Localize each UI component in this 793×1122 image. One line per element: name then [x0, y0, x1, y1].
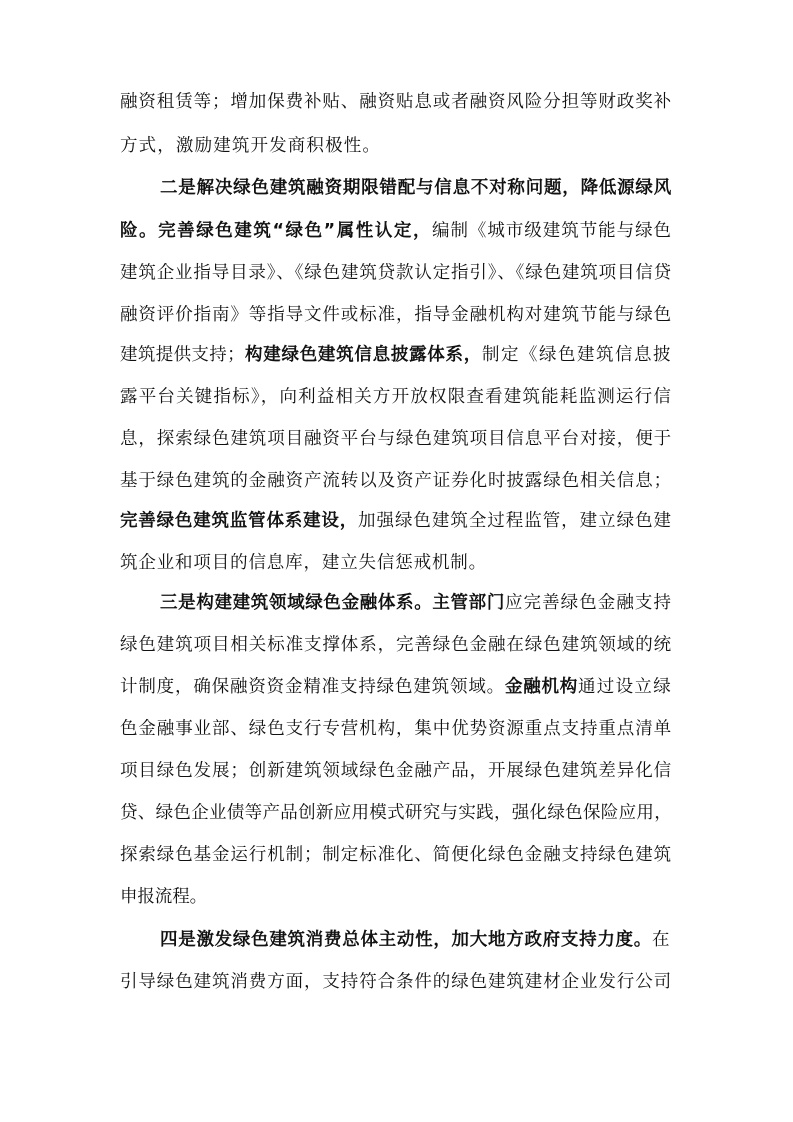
body-text-run: 息，探索绿色建筑项目融资平台与绿色建筑项目信息平台对接，便于	[120, 429, 672, 449]
body-text-run: 计制度，确保融资资金精准支持绿色建筑领域。	[120, 677, 505, 697]
body-text-run: 编制《城市级建筑节能与绿色	[432, 221, 673, 241]
body-text-run: 应完善绿色金融支持	[505, 593, 673, 613]
text-line	[0, 925, 793, 955]
text-line	[0, 87, 793, 117]
body-text-run: 在	[652, 930, 670, 950]
text-line	[0, 466, 793, 496]
body-text-run: 筑企业和项目的信息库，建立失信惩戒机制。	[120, 553, 487, 573]
emphasis-text: 构建绿色建筑信息披露体系，	[245, 345, 483, 365]
text-line	[0, 216, 793, 246]
text-line	[0, 548, 793, 578]
text-line	[0, 756, 793, 786]
body-text-run: 加强绿色建筑全过程监管，建立绿色建	[358, 511, 673, 531]
emphasis-text: 金融机构	[505, 677, 578, 697]
emphasis-text: 险。完善绿色建筑“绿色”属性认定，	[120, 221, 433, 241]
text-line	[0, 258, 793, 288]
body-text-run: 探索绿色基金运行机制；制定标准化、简便化绿色金融支持绿色建筑	[120, 845, 672, 865]
text-line	[0, 424, 793, 454]
text-line	[0, 506, 793, 536]
body-text-run: 通过设立绿	[578, 677, 672, 697]
text-line	[0, 714, 793, 744]
text-line	[0, 882, 793, 912]
text-line	[0, 131, 793, 161]
text-line	[0, 798, 793, 828]
text-line	[0, 630, 793, 660]
emphasis-text: 三是构建建筑领域绿色金融体系。主管部门	[160, 593, 506, 613]
body-text-run: 露平台关键指标》，向利益相关方开放权限查看建筑能耗监测运行信	[120, 387, 673, 407]
body-text-run: 基于绿色建筑的金融资产流转以及资产证券化时披露绿色相关信息；	[120, 471, 672, 491]
emphasis-text: 四是激发绿色建筑消费总体主动性，加大地方政府支持力度。	[160, 930, 652, 950]
body-text-run: 融资评价指南》等指导文件或标准，指导金融机构对建筑节能与绿色	[120, 305, 672, 325]
body-text-run: 引导绿色建筑消费方面，支持符合条件的绿色建筑建材企业发行公司	[120, 972, 672, 992]
text-line	[0, 967, 793, 997]
body-text-run: 项目绿色发展；创新建筑领域绿色金融产品，开展绿色建筑差异化信	[120, 761, 672, 781]
body-text-run: 建筑提供支持；	[120, 345, 245, 365]
text-line	[0, 300, 793, 330]
body-text-run: 色金融事业部、绿色支行专营机构，集中优势资源重点支持重点清单	[120, 719, 672, 739]
text-line	[0, 588, 793, 618]
body-text-run: 建筑企业指导目录》、《绿色建筑贷款认定指引》、《绿色建筑项目信贷	[120, 263, 673, 283]
body-text-run: 申报流程。	[120, 887, 207, 907]
text-line	[0, 173, 793, 203]
emphasis-text: 完善绿色建筑监管体系建设，	[120, 511, 359, 531]
emphasis-text: 二是解决绿色建筑融资期限错配与信息不对称问题，降低源绿风	[160, 178, 673, 198]
text-line	[0, 672, 793, 702]
text-line	[0, 340, 793, 370]
body-text-run: 制定《绿色建筑信息披	[482, 345, 672, 365]
body-text-run: 绿色建筑项目相关标准支撑体系，完善绿色金融在绿色建筑领域的统	[120, 635, 672, 655]
text-line	[0, 840, 793, 870]
body-text-run: 贷、绿色企业债等产品创新应用模式研究与实践，强化绿色保险应用，	[120, 803, 673, 823]
text-line	[0, 382, 793, 412]
body-text-run: 融资租赁等；增加保费补贴、融资贴息或者融资风险分担等财政奖补	[120, 92, 672, 112]
body-text-run: 方式，激励建筑开发商积极性。	[120, 136, 382, 156]
